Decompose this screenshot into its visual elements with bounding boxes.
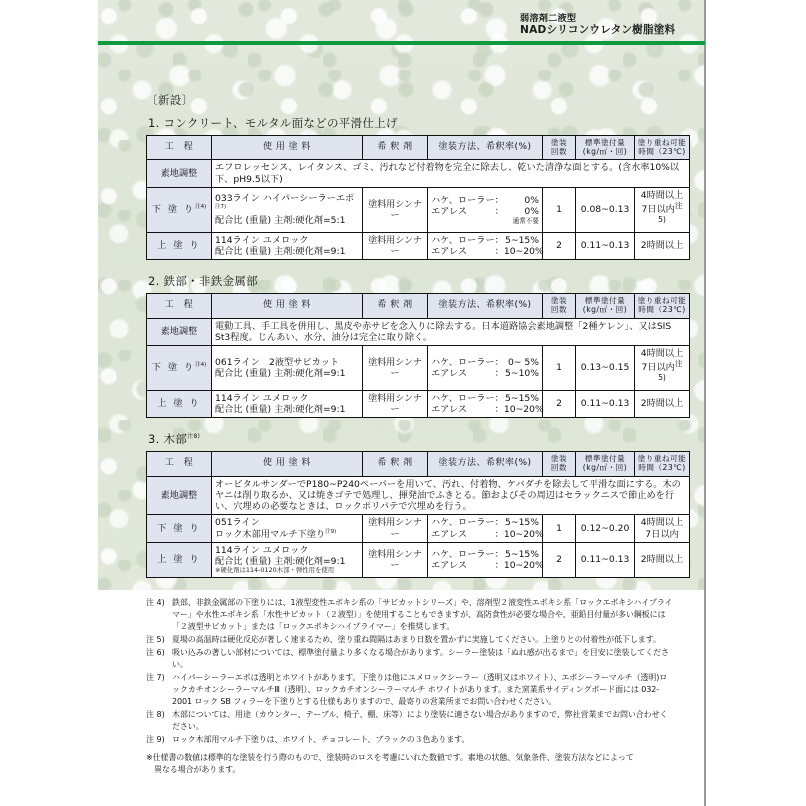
cell-process: 下 塗 り$^{注4)}$ [147,345,212,390]
cell-interval [635,390,690,417]
spec-table-2 [146,293,690,418]
table-row [147,187,690,232]
note-text: 木部については、用途（カウンター、テーブル、椅子、棚、床等）により塗装に適さない場合がありますので、弊社営業までお問い合わせください。 [172,710,668,731]
footer-note-line-2: 異なる場合があります。 [154,765,241,774]
header-line-1: 弱溶剤二液型 [520,13,577,24]
surface-prep-text: 電動工具、手工具を併用し、黒皮や赤サビを念入りに除去する。日本道路協会素地調整「2種ケレン」、又はSIS St3程度。じんあい、水分、油分は完全に取り除く。 [212,318,690,345]
surface-prep-row [147,476,690,515]
section-title-3: 3. 木部$^{注8)}$ [148,432,201,447]
cell-method [428,345,543,390]
col-header-times [543,294,576,318]
paint-name: 033ライン ハイパーシーラーエポ$^{注7)}$ [215,192,355,211]
cell-times: 1 [543,515,576,543]
section-2 [146,273,687,418]
col-header-amount-line2: (kg/㎡・回) [582,462,628,472]
surface-prep-label: 素地調整 [147,318,212,345]
interval-line-2: 7日以内 [645,528,679,540]
sections-container [146,115,687,578]
spec-table-1 [146,135,690,260]
col-header-paint: 使 用 塗 料 [212,452,363,476]
method-airless-label: エアレス ： [431,205,504,217]
note-number: 注 5) [146,635,165,644]
note-1 [146,597,674,633]
method-row-airless [431,403,544,415]
col-header-times-line1: 塗装 [550,138,568,147]
note-number: 注 7) [146,673,165,682]
method-row-brush [431,517,539,528]
note-text: ロック木部用マルチ下塗りは、ホワイト、チョコレート、ブラックの３色あります。 [172,735,470,744]
notes-container [146,597,674,776]
cell-paint [212,542,363,577]
col-header-amount [576,294,635,318]
table-row [147,390,690,417]
cell-thinner: 塗料用シンナー [363,345,428,390]
method-row-airless [431,245,544,257]
cell-amount: 0.11~0.13 [576,542,635,577]
method-brush-value: 0% [524,194,539,206]
section-title-2: 2. 鉄部・非鉄金属部 [148,274,258,289]
cell-method [428,232,543,259]
method-airless-value: 10~20% [503,559,544,571]
table-row [147,515,690,543]
note-number: 注 8) [146,710,165,719]
col-header-interval-line1: 塗り重ね可能 [637,454,687,464]
surface-prep-label: 素地調整 [147,476,212,515]
method-airless-label: エアレス ： [431,559,504,571]
cell-thinner: 塗料用シンナー [363,187,428,232]
method-brush-value: 5~15% [505,234,539,246]
section-title-footnote-ref: 注8) [187,433,201,441]
col-header-process: 工 程 [147,452,212,476]
method-row-brush [431,393,539,404]
note-4 [146,672,674,708]
paint-footnote-ref-2: 注9) [325,528,337,535]
cell-paint [212,187,363,232]
section-title-1: 1. コンクリート、モルタル面などの平滑仕上げ [148,116,398,130]
col-header-thinner: 希 釈 剤 [363,136,428,160]
method-brush-value: 5~15% [505,392,539,404]
col-header-interval-line2: 時間（23℃) [638,146,686,156]
table-header-row [147,294,690,318]
note-text: 夏場の高温時は硬化反応が著しく速まるため、塗り重ね間隔はあまり日数を置かずに実施してください。上塗りとの付着性が低下します。 [172,635,661,644]
cell-times: 2 [543,390,576,417]
method-row-brush [431,549,539,560]
cell-times: 2 [543,542,576,577]
interval-line-2: 7日以内$^{注5)}$ [641,201,683,225]
spec-table-3 [146,451,690,578]
col-header-paint: 使 用 塗 料 [212,136,363,160]
note-number: 注 4) [146,598,165,607]
method-brush-value: 5~15% [505,548,539,560]
paint-name: 114ライン ユメロック [215,392,309,404]
paint-mix-ratio: 配合比 (重量) 主剤:硬化剤=5:1 [215,215,346,227]
cell-thinner: 塗料用シンナー [363,232,428,259]
cell-process: 下 塗 り$^{注4)}$ [147,187,212,232]
method-brush-value: 0~ 5% [507,356,539,368]
process-footnote-ref: 注4) [195,204,207,211]
cell-method [428,515,543,543]
method-row-airless [431,206,539,217]
col-header-amount-line2: (kg/㎡・回) [582,304,628,314]
col-header-paint: 使 用 塗 料 [212,294,363,318]
cell-paint [212,345,363,390]
cell-amount: 0.11~0.13 [576,232,635,259]
note-number: 注 9) [146,735,165,744]
method-airless-value: 10~20% [503,403,544,415]
interval-footnote-ref: 注5) [658,359,683,383]
cell-thinner: 塗料用シンナー [363,515,428,543]
cell-process: 下 塗 り [147,515,212,543]
col-header-method: 塗装方法、希釈率(%) [428,452,543,476]
right-vertical-rule [704,0,706,806]
note-3 [146,647,674,671]
cell-method [428,542,543,577]
col-header-thinner: 希 釈 剤 [363,294,428,318]
col-header-times-line1: 塗装 [550,296,568,306]
col-header-interval-line2: 時間（23℃) [638,462,686,472]
method-airless-label: エアレス ： [431,367,504,379]
cell-times: 1 [543,345,576,390]
cell-amount: 0.11~0.13 [576,390,635,417]
note-2 [146,634,674,646]
paint-mix-ratio: ロック木部用マルチ下塗り$^{注9)}$ [215,528,337,540]
col-header-process: 工 程 [147,294,212,318]
cell-paint [212,390,363,417]
col-header-amount-line1: 標準塗付量 [584,296,626,306]
cell-interval [635,345,690,390]
table-row [147,542,690,577]
col-header-times-line1: 塗装 [550,454,568,464]
cell-process: 上 塗 り [147,232,212,259]
method-airless-label: エアレス ： [431,245,504,257]
paint-mix-ratio: 配合比 (重量) 主剤:硬化剤=9:1 [215,367,346,379]
cell-thinner: 塗料用シンナー [363,390,428,417]
process-footnote-ref: 注4) [195,362,207,369]
note-text: 吸い込みの著しい部材については、標準塗付量より多くなる場合があります。シーラー塗装は「ぬれ感が出るまで」を目安に塗装してください。 [172,648,669,669]
method-row-brush [431,357,539,368]
interval-footnote-ref: 注5) [658,201,683,225]
interval-line-1: 4時間以上 [640,347,684,359]
col-header-amount [576,452,635,476]
method-airless-value: 5~10% [505,367,539,379]
surface-prep-label: 素地調整 [147,160,212,187]
col-header-thinner: 希 釈 剤 [363,452,428,476]
col-header-method: 塗装方法、希釈率(%) [428,136,543,160]
section-3 [146,431,687,578]
col-header-interval-line1: 塗り重ね可能 [637,296,687,306]
cell-times: 2 [543,232,576,259]
header-line-2: NADシリコンウレタン樹脂塗料 [520,24,676,36]
col-header-interval-line1: 塗り重ね可能 [637,138,687,147]
table-row [147,345,690,390]
method-airless-label: エアレス ： [431,528,504,540]
method-brush-label: ハケ、ローラー： [431,517,504,529]
note-text: 鉄部、非鉄金属部の下塗りには、1液型変性エポキシ系の「サビカットシリーズ」や、溶剤型２液変性エポキシ系「ロックエポキシハイプライマー」や水性エポキシ系「水性サビカット（２液型）」を使用することもできますが、高防食性が必要な場合や、亜鉛目付量が多い鋼板には「２液型サビカット」または「ロックエポキシハイプライマー」を推奨します。 [172,598,673,631]
method-brush-label: ハケ、ローラー： [431,194,504,206]
method-airless-value: 10~20% [503,528,544,540]
cell-method [428,390,543,417]
note-text: ハイパーシーラーエポは透明とホワイトがあります。下塗りは他にユメロックシーラー（透明又はホワイト）、エポシーラーマルチ（透明)ロックカチオンシーラーマルチⅢ（透明）、ロックカチオンシーラーマルチ ホワイトがあります。また窯業系サイディングボード面には 032-2001 ロック SB フィラーを下塗りとする仕様もありますので、最寄りの営業所までお問い合わせください。 [172,673,668,706]
cell-paint [212,232,363,259]
cell-thinner: 塗料用シンナー [363,542,428,577]
document-header [520,13,700,37]
cell-amount: 0.08~0.13 [576,187,635,232]
cell-interval [635,542,690,577]
paint-name: 061ライン 2液型サビカット [215,356,340,368]
paint-name: 114ライン ユメロック [215,544,309,556]
note-number: 注 6) [146,648,165,657]
paint-extra-note: ※硬化剤は114-0120木部・弾性用を使用 [215,566,335,575]
col-header-interval-line2: 時間（23℃) [638,304,686,314]
method-row-airless [431,368,539,379]
method-brush-value: 5~15% [505,517,539,529]
cell-process: 上 塗 り [147,542,212,577]
col-header-times-line2: 回数 [550,462,568,472]
note-5 [146,709,674,733]
cell-amount: 0.13~0.15 [576,345,635,390]
interval-line-1: 4時間以上 [640,517,684,529]
col-header-interval [635,136,690,160]
col-header-times [543,136,576,160]
cell-amount: 0.12~0.20 [576,515,635,543]
paint-name: 051ライン [215,517,260,529]
paint-footnote-ref: 注7) [215,204,227,211]
cell-method [428,187,543,232]
col-header-amount-line2: (kg/㎡・回) [582,146,628,156]
method-airless-value: 0% [524,205,539,217]
interval-line-1: 2時間以上 [640,240,684,252]
method-airless-label: エアレス ： [431,403,504,415]
col-header-times-line2: 回数 [550,146,568,156]
method-row-airless [431,559,544,571]
col-header-times [543,452,576,476]
surface-prep-text: オービタルサンダーでP180~P240ペーパーを用いて、汚れ、付着物、ケバダチを除去して平滑な面にする。木のヤニは削り取るか、又は焼きゴテで処理し、揮発油でふきとる。節およびその周辺はセラックニスで節止めを行い、穴埋めの必要なときは、ロックポリパテで穴埋めを行う。 [212,476,690,515]
interval-line-2: 7日以内$^{注5)}$ [641,359,683,383]
table-header-row [147,452,690,476]
cell-times: 1 [543,187,576,232]
col-header-interval [635,452,690,476]
specification-content [146,92,687,591]
method-row-brush [431,235,539,246]
method-brush-label: ハケ、ローラー： [431,392,504,404]
cell-interval [635,232,690,259]
method-row-brush [431,195,539,206]
cell-paint [212,515,363,543]
col-header-method: 塗装方法、希釈率(%) [428,294,543,318]
paint-name: 114ライン ユメロック [215,234,309,246]
interval-line-1: 2時間以上 [640,554,684,566]
col-header-process: 工 程 [147,136,212,160]
footer-note: ※仕様書の数値は標準的な塗装を行う際のもので、塗装時のロスを考慮にいれた数値です。素地の状態、気象条件、塗装方法などによって 異なる場合があります。 [146,752,674,776]
method-brush-label: ハケ、ローラー： [431,356,504,368]
cell-interval [635,187,690,232]
table-row [147,232,690,259]
method-row-airless [431,528,544,540]
col-header-amount-line1: 標準塗付量 [584,138,626,147]
paint-mix-ratio: 配合比 (重量) 主剤:硬化剤=9:1 [215,403,346,415]
method-subnote: 通常不要 [512,216,539,225]
col-header-amount-line1: 標準塗付量 [584,454,626,464]
cell-process: 上 塗 り [147,390,212,417]
surface-prep-text: エフロレッセンス、レイタンス、ゴミ、汚れなど付着物を完全に除去し、乾いた清浄な面とする。(含水率10%以下、pH9.5以下) [212,160,690,187]
col-header-interval [635,294,690,318]
interval-line-1: 2時間以上 [640,398,684,410]
col-header-amount [576,136,635,160]
section-1 [146,115,687,260]
surface-prep-row [147,160,690,187]
surface-prep-row [147,318,690,345]
method-brush-label: ハケ、ローラー： [431,548,504,560]
note-6 [146,734,674,746]
paint-mix-ratio: 配合比 (重量) 主剤:硬化剤=9:1 [215,556,346,567]
interval-line-1: 4時間以上 [640,189,684,201]
col-header-times-line2: 回数 [550,304,568,314]
method-brush-label: ハケ、ローラー： [431,234,504,246]
paint-mix-ratio: 配合比 (重量) 主剤:硬化剤=9:1 [215,245,346,257]
method-airless-value: 10~20% [503,245,544,257]
newset-label: 〔新設〕 [146,93,194,107]
green-divider-rule [98,41,705,45]
table-header-row [147,136,690,160]
cell-interval [635,515,690,543]
